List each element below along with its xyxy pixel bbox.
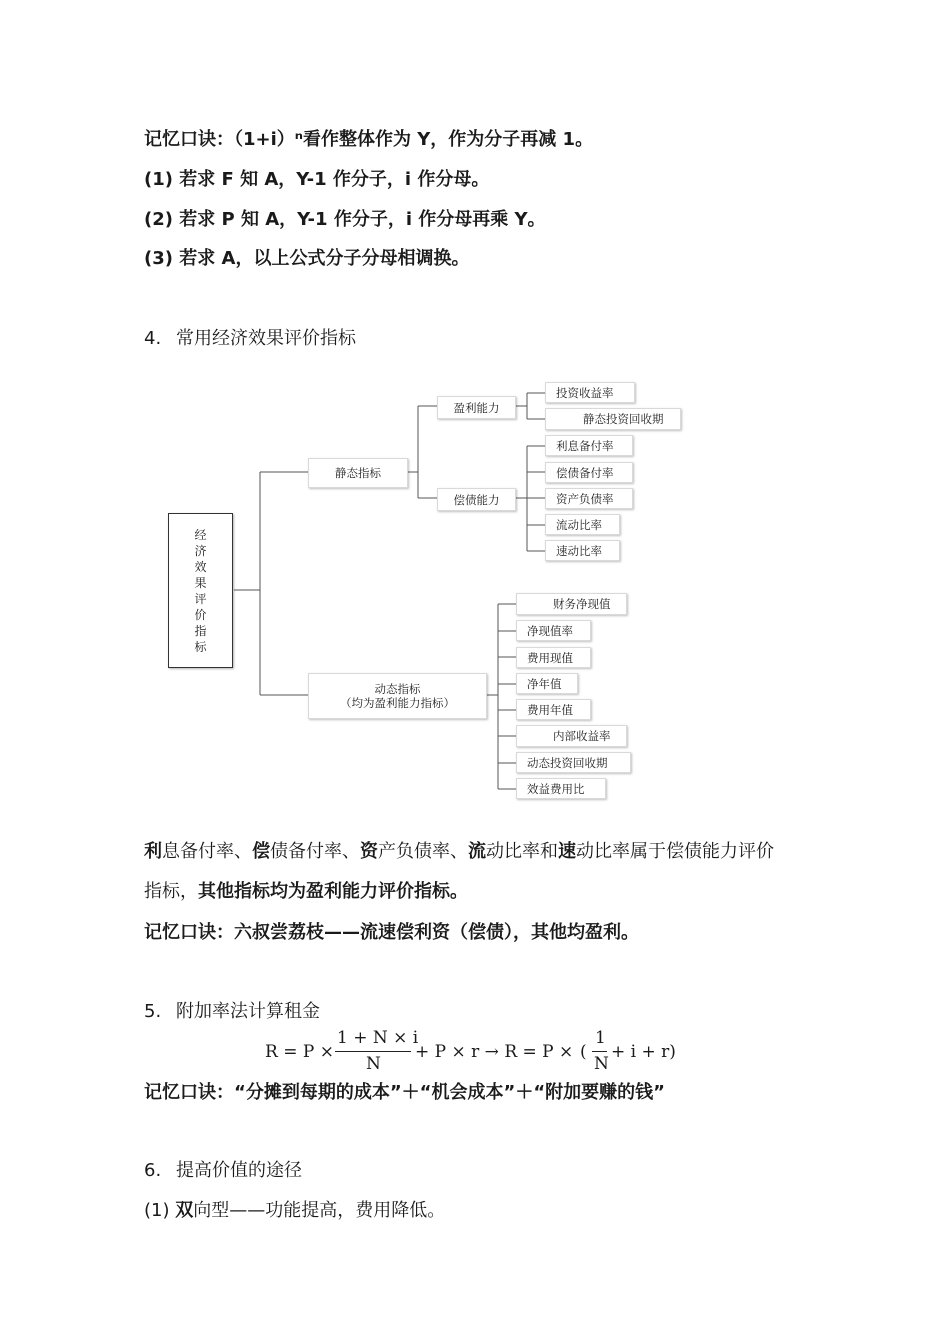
root-char: 济 (194, 543, 207, 558)
root-char: 价 (194, 607, 207, 622)
solvency-paragraph-line-2 (144, 880, 468, 904)
dynamic-item: 动态投资回收期 (516, 752, 631, 773)
dynamic-item-starred: 内部收益率 (516, 725, 627, 747)
dynamic-sublabel: （均为盈利能力指标） (340, 696, 455, 710)
root-char: 果 (194, 575, 207, 590)
section-title: 附加率法计算租金 (176, 1001, 320, 1022)
memo-line-4: (3) 若求 A，以上公式分子分母相调换。 (144, 248, 470, 269)
root-char: 标 (194, 639, 207, 654)
bold-char: 速 (558, 841, 576, 862)
memo-label: 记忆口诀： (144, 129, 234, 150)
bold-char: 资 (360, 841, 378, 862)
section-6-heading (144, 1159, 302, 1183)
dynamic-box (308, 673, 487, 719)
root-box (168, 513, 233, 668)
item-text: 向型——功能提高，费用降低。 (193, 1200, 446, 1221)
memo-line-solvency: 记忆口诀：六叔尝荔枝——流速偿利资（偿债），其他均盈利。 (144, 922, 639, 943)
profit-item-starred: 静态投资回收期 (545, 408, 681, 430)
section-title: 提高价值的途径 (176, 1160, 302, 1181)
solvency-item: 资产负债率 (545, 488, 633, 509)
profit-box: 盈利能力 (437, 396, 516, 419)
formula-denominator-1: N (366, 1054, 381, 1074)
solvency-item: 速动比率 (545, 540, 620, 561)
static-box: 静态指标 (308, 458, 408, 488)
memo-line-formula: 记忆口诀：“分摊到每期的成本”＋“机会成本”＋“附加要赚的钱” (144, 1082, 665, 1103)
dynamic-label: 动态指标 (374, 682, 421, 696)
formula-tail: + i + r) (611, 1042, 676, 1062)
section-number: 5. (144, 1001, 162, 1022)
bold-text: 其他指标均为盈利能力评价指标。 (198, 881, 468, 902)
text: 产负债率、 (378, 841, 468, 862)
text: 指标， (144, 881, 198, 902)
solvency-item: 偿债备付率 (545, 462, 633, 483)
solvency-item: 利息备付率 (545, 435, 633, 456)
dynamic-item: 净年值 (516, 673, 578, 694)
dynamic-item-starred: 财务净现值 (516, 593, 627, 615)
text: 动比率和 (486, 841, 558, 862)
formula-paren: ( (580, 1042, 587, 1062)
text: 债备付率、 (270, 841, 360, 862)
formula-middle: + P × r → R = P × (415, 1042, 574, 1062)
root-char: 指 (194, 623, 207, 638)
root-char: 经 (194, 527, 207, 542)
section-title: 常用经济效果评价指标 (176, 328, 356, 349)
dynamic-item: 费用现值 (516, 647, 591, 668)
profit-item: 投资收益率 (545, 382, 635, 403)
section-number: 4. (144, 328, 162, 349)
text: 息备付率、 (162, 841, 252, 862)
dynamic-item: 效益费用比 (516, 778, 606, 799)
memo-line-2: (1) 若求 F 知 A，Y-1 作分子，i 作分母。 (144, 169, 490, 190)
lease-formula (265, 1026, 695, 1076)
formula-numerator-1: 1 + N × i (337, 1028, 419, 1048)
bold-char: 利 (144, 841, 162, 862)
memo-line-3: (2) 若求 P 知 A，Y-1 作分子，i 作分母再乘 Y。 (144, 209, 546, 230)
formula-denominator-2: N (594, 1054, 609, 1074)
solvency-paragraph-line-1 (144, 840, 774, 864)
formula-lhs: R = P × (265, 1042, 334, 1062)
solvency-box: 偿债能力 (437, 488, 516, 511)
root-char: 评 (194, 591, 207, 606)
section-number: 6. (144, 1160, 162, 1181)
root-char: 效 (194, 559, 207, 574)
dynamic-item: 净现值率 (516, 620, 591, 641)
bold-char: 偿 (252, 841, 270, 862)
fraction-bar (335, 1051, 411, 1052)
memo-text: （1+i）ⁿ看作整体作为 Y，作为分子再减 1。 (234, 129, 594, 150)
solvency-item: 流动比率 (545, 514, 620, 535)
bold-char: 流 (468, 841, 486, 862)
bold-char: 双 (175, 1200, 194, 1221)
text: 动比率属于偿债能力评价 (576, 841, 774, 862)
formula-numerator-2: 1 (595, 1028, 606, 1048)
value-item-1 (144, 1199, 445, 1223)
item-prefix: (1) (144, 1200, 176, 1221)
dynamic-item: 费用年值 (516, 699, 591, 720)
fraction-bar (592, 1051, 607, 1052)
section-5-heading (144, 1000, 320, 1024)
